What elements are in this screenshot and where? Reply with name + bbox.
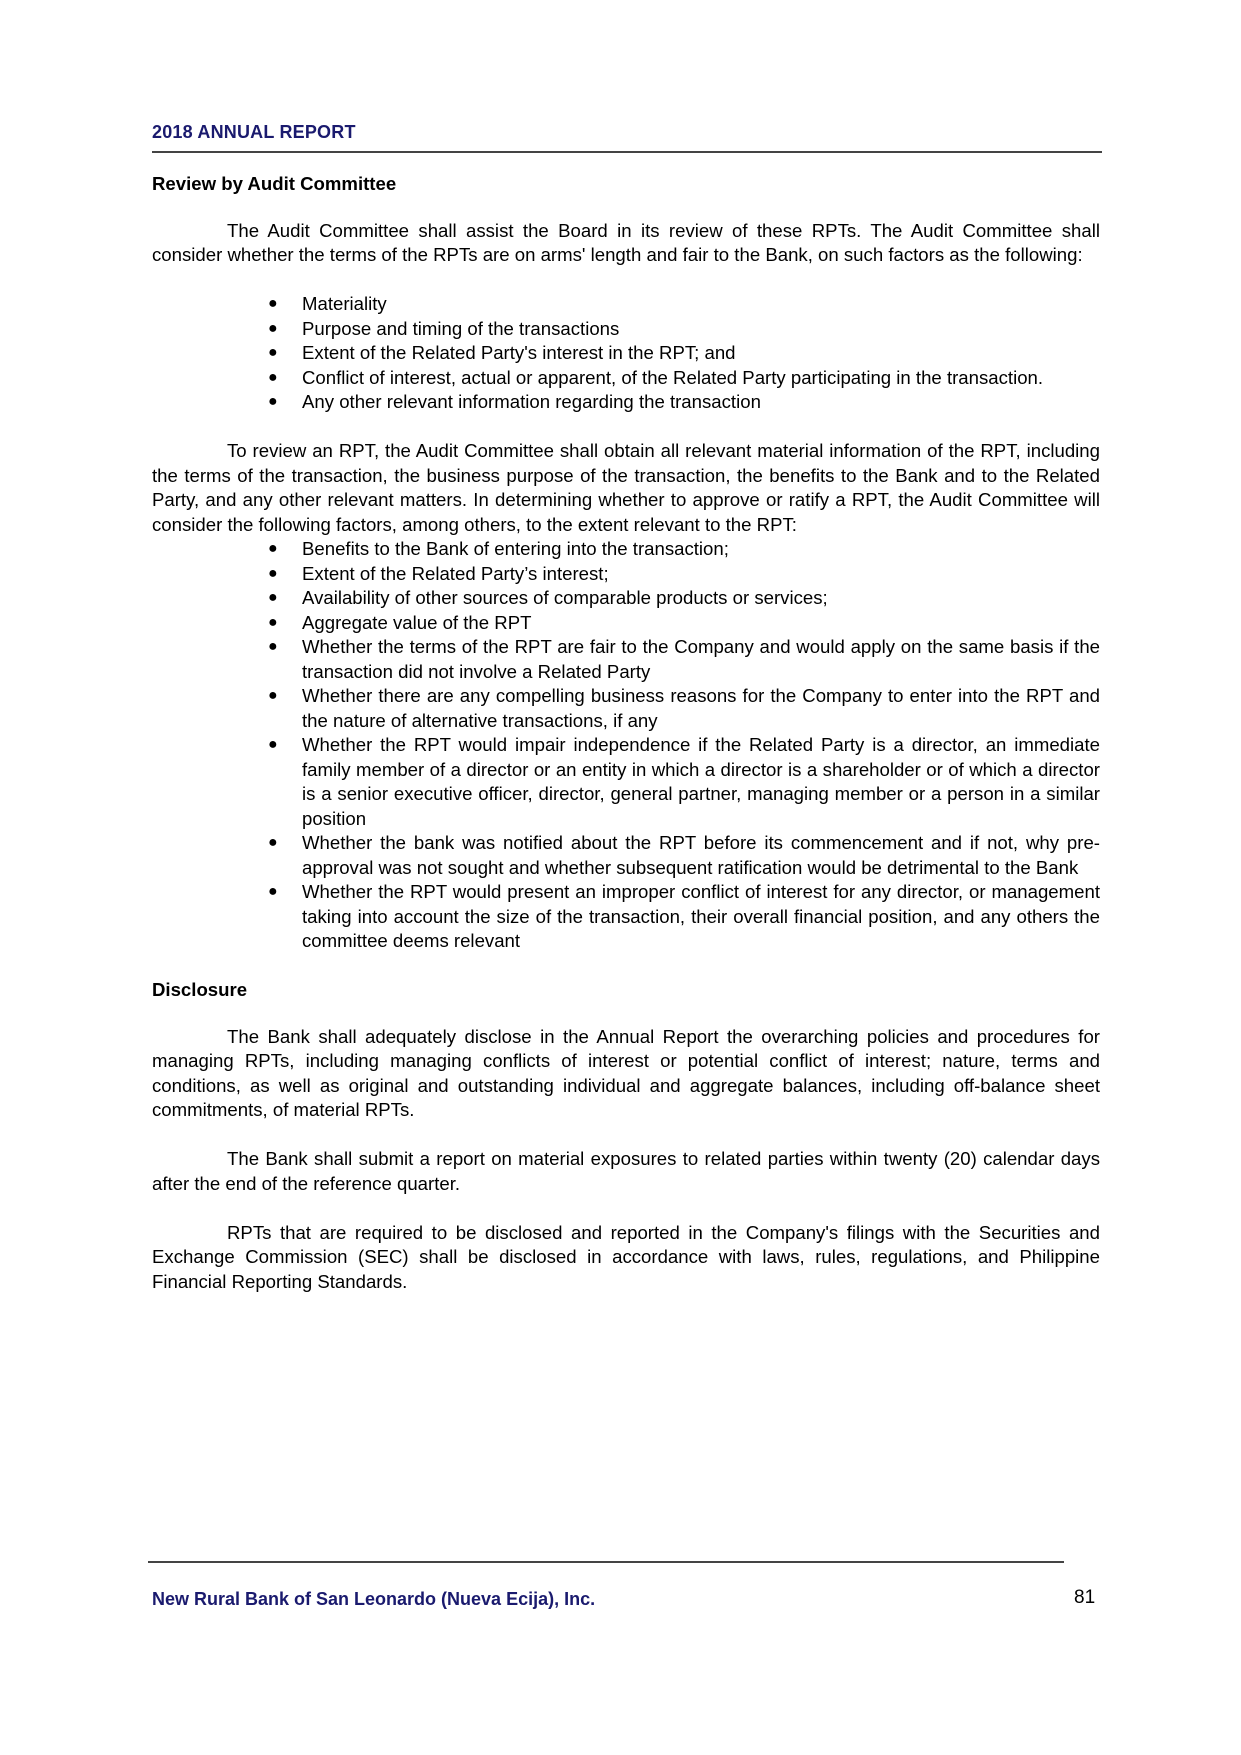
disclosure-paragraph: The Bank shall submit a report on material exposures to related parties within twenty (20) calendar days after the end of the reference quarter. xyxy=(152,1148,1100,1194)
review-paragraph: To review an RPT, the Audit Committee shall obtain all relevant material information of the RPT, including the terms of the transaction, the business purpose of the transaction, the benefits to the Bank and to the Related Party, and any other relevant matters. In determining whether to approve or ratify a RPT, the Audit Committee will consider the following factors, among others, to the extent relevant to the RPT: xyxy=(152,440,1100,535)
bullet-icon: ● xyxy=(268,368,278,386)
bullet-icon: ● xyxy=(268,564,278,582)
bullet-icon: ● xyxy=(268,736,278,753)
bullet-icon: ● xyxy=(268,540,278,557)
list-item: ● Whether the RPT would impair independence if the Related Party is a director, an immediate family member of a director or an entity in which a director is a shareholder or of which a director is a senior executive officer, director, general partner, managing member or a person in a similar position xyxy=(268,734,1100,829)
disclosure-paragraph: RPTs that are required to be disclosed and reported in the Company's filings with the Securities and Exchange Commission (SEC) shall be disclosed in accordance with laws, rules, regulations, and Philippine Financial Reporting Standards. xyxy=(152,1221,1100,1292)
bullet-icon: ● xyxy=(268,589,278,606)
list-item: ● Whether there are any compelling business reasons for the Company to enter into the RPT and the nature of alternative transactions, if any xyxy=(268,685,1100,731)
list-item: ● Purpose and timing of the transactions xyxy=(302,317,1100,342)
list-item: ● Aggregate value of the RPT xyxy=(302,611,1100,636)
bullet-icon: ● xyxy=(268,393,278,410)
list-item: ● Materiality xyxy=(302,292,1100,317)
factors-list xyxy=(152,292,1100,415)
bullet-icon: ● xyxy=(268,613,278,631)
bullet-icon: ● xyxy=(268,295,278,312)
header-divider xyxy=(152,151,1102,153)
list-item: ● Conflict of interest, actual or apparent, of the Related Party participating in the transaction. xyxy=(302,366,1100,391)
considerations-list xyxy=(152,537,1100,954)
intro-paragraph: The Audit Committee shall assist the Board in its review of these RPTs. The Audit Committee shall consider whether the terms of the RPTs are on arms' length and fair to the Bank, on such factors as the following: xyxy=(152,219,1100,265)
list-item: ● Extent of the Related Party’s interest; xyxy=(302,562,1100,587)
report-header-title: 2018 ANNUAL REPORT xyxy=(152,122,356,142)
list-item: ● Availability of other sources of comparable products or services; xyxy=(302,586,1100,611)
section-heading-disclosure: Disclosure xyxy=(152,979,248,1000)
bullet-icon: ● xyxy=(268,883,278,900)
bullet-icon: ● xyxy=(268,344,278,361)
list-item: ● Benefits to the Bank of entering into the transaction; xyxy=(302,537,1100,562)
bullet-icon: ● xyxy=(268,638,278,655)
section-heading-review: Review by Audit Committee xyxy=(152,173,397,194)
list-item: ● Extent of the Related Party's interest in the RPT; and xyxy=(302,341,1100,366)
bullet-icon: ● xyxy=(268,834,278,851)
list-item: ● Whether the bank was notified about the RPT before its commencement and if not, why pre-approval was not sought and whether subsequent ratification would be detrimental to the Bank xyxy=(268,832,1100,878)
list-item: ● Whether the terms of the RPT are fair to the Company and would apply on the same basis if the transaction did not involve a Related Party xyxy=(268,636,1100,682)
footer-divider xyxy=(148,1561,1064,1563)
disclosure-paragraph: The Bank shall adequately disclose in the Annual Report the overarching policies and procedures for managing RPTs, including managing conflicts of interest or potential conflict of interest; nature, terms and conditions, as well as original and outstanding individual and aggregate balances, including off-balance sheet commitments, of material RPTs. xyxy=(152,1025,1100,1120)
bullet-icon: ● xyxy=(268,319,278,337)
bullet-icon: ● xyxy=(268,687,278,704)
list-item: ● Any other relevant information regarding the transaction xyxy=(302,390,1100,415)
footer-organization: New Rural Bank of San Leonardo (Nueva Ecija), Inc. xyxy=(152,1589,596,1609)
list-item: ● Whether the RPT would present an improper conflict of interest for any director, or management taking into account the size of the transaction, their overall financial position, and any others the committee deems relevant xyxy=(268,881,1100,951)
page-number: 81 xyxy=(1074,1587,1096,1608)
page-content xyxy=(152,172,1100,1294)
